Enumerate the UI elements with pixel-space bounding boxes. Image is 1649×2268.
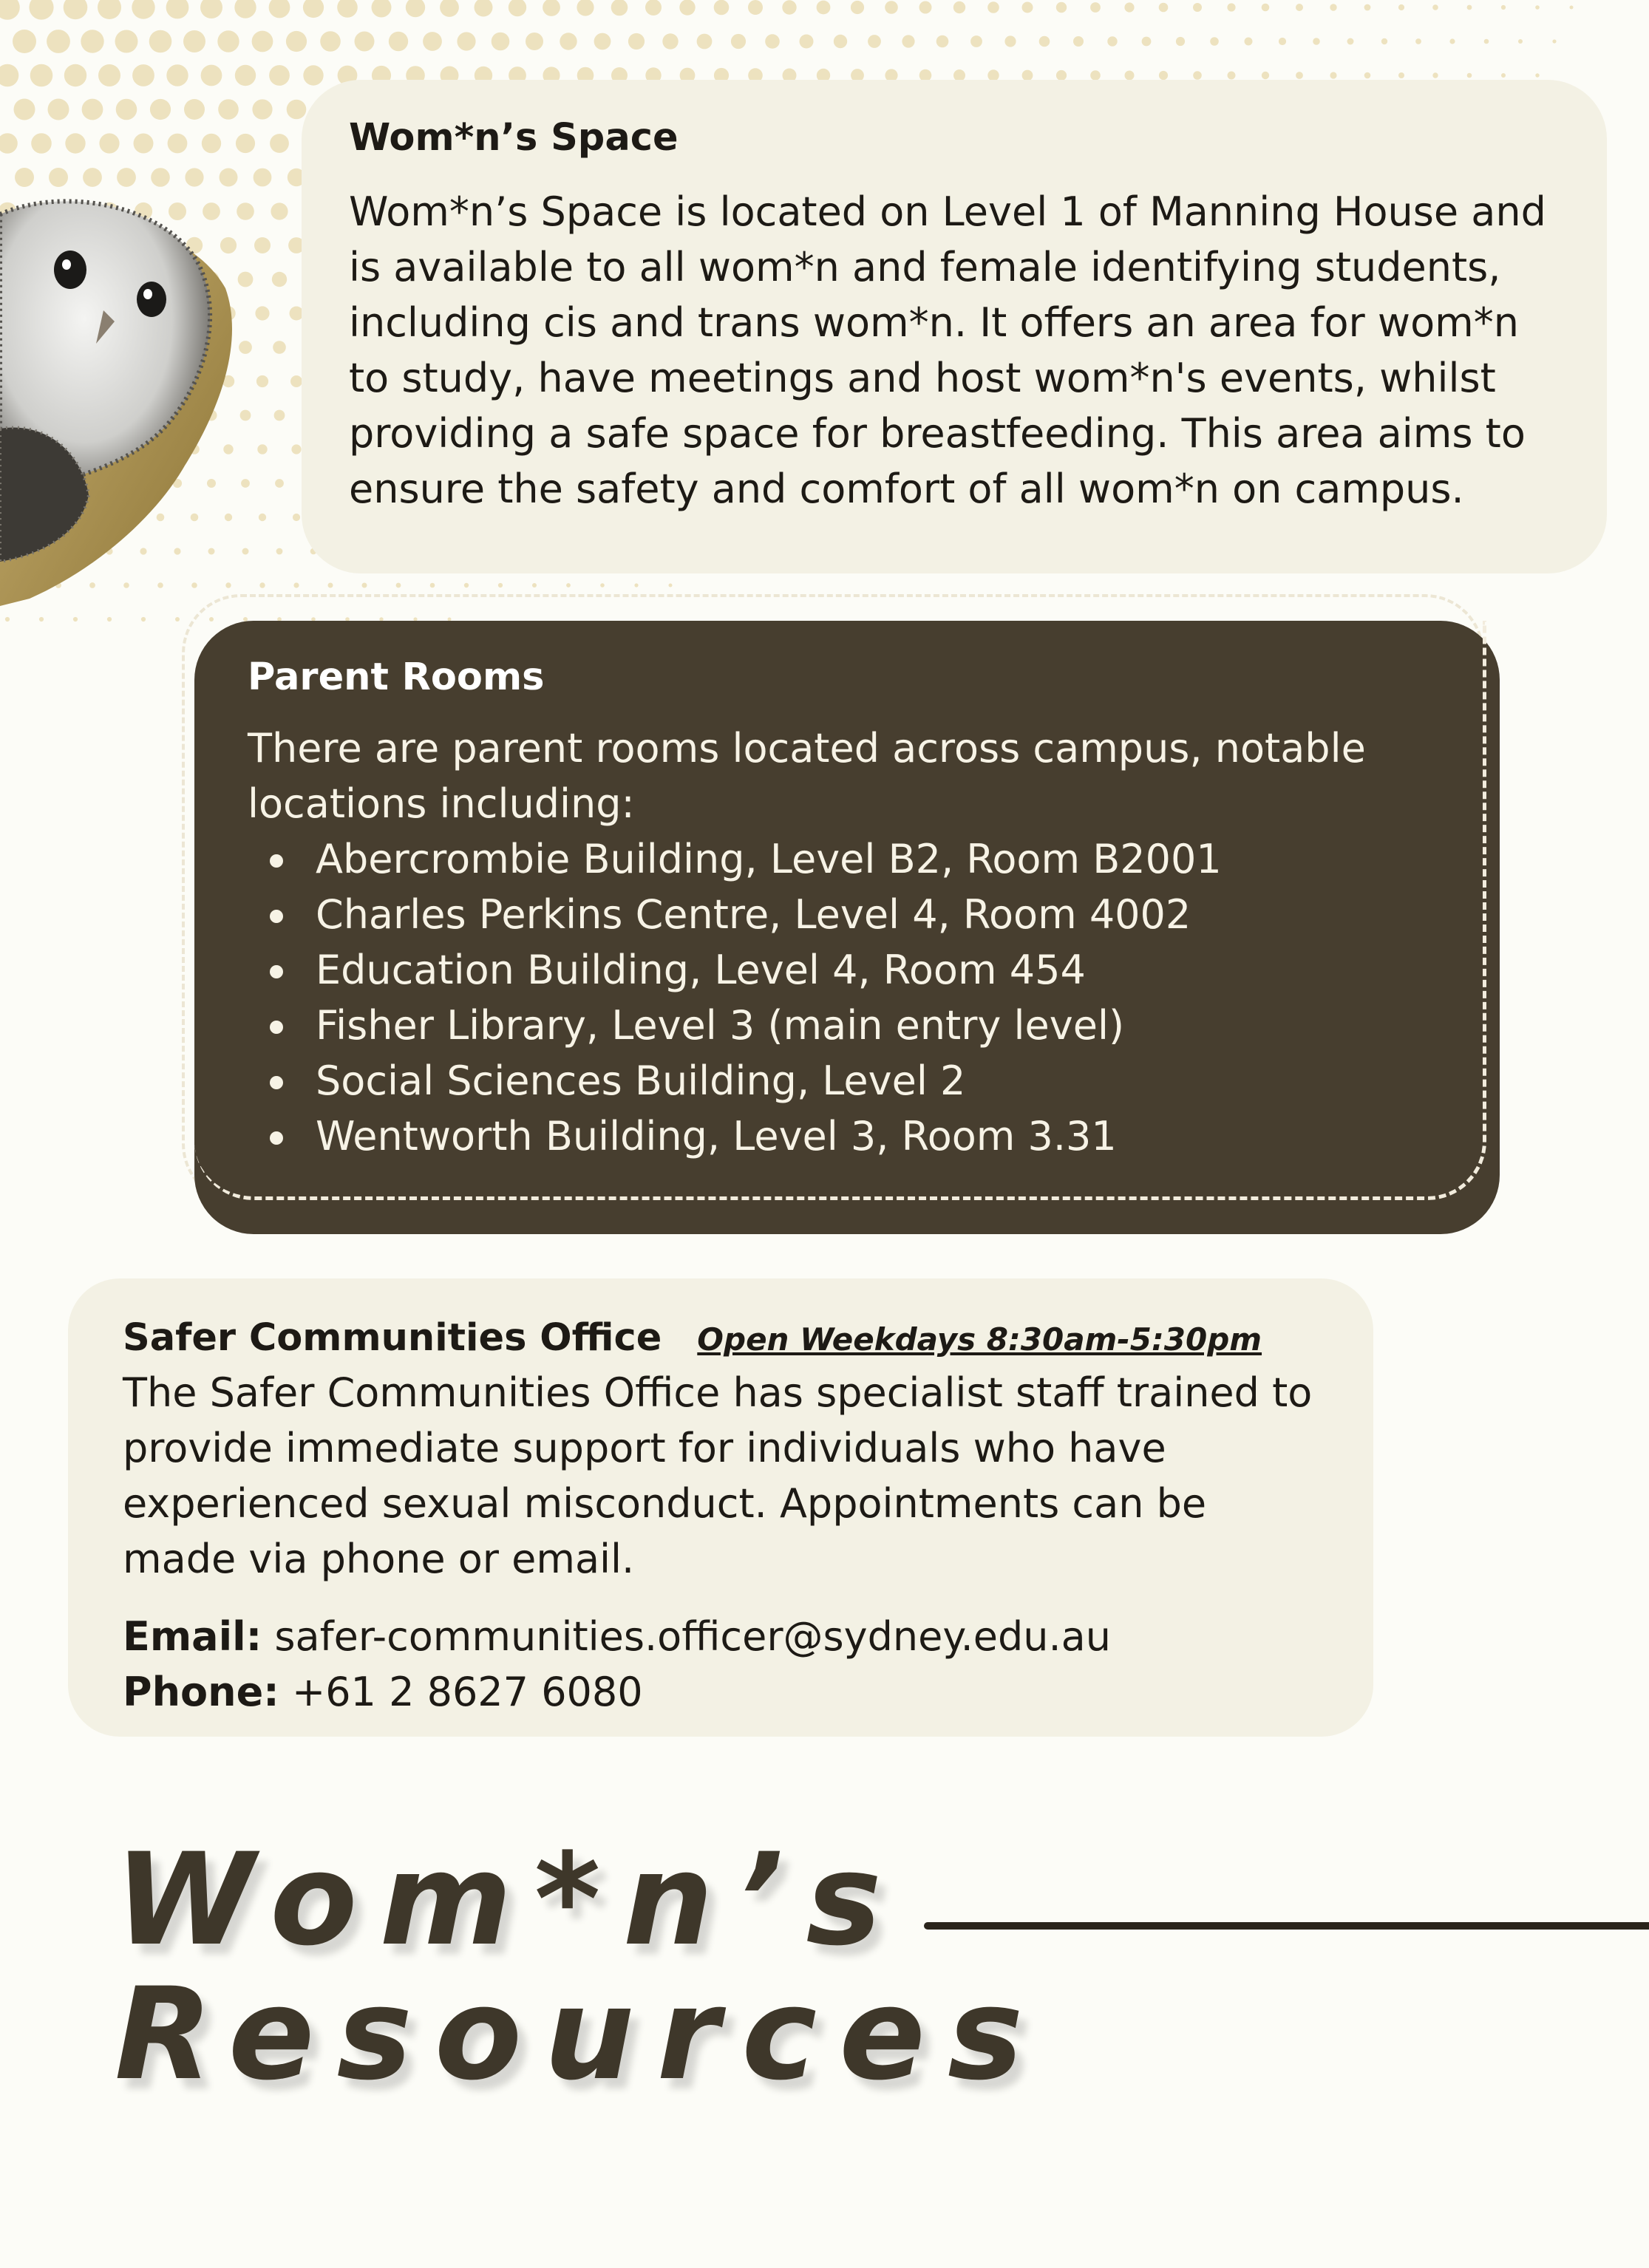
halftone-dot [1467,73,1472,78]
halftone-dot [1364,4,1371,11]
halftone-dot [560,33,577,50]
halftone-dot [594,33,611,50]
halftone-dot [1330,4,1336,10]
halftone-dot [1296,72,1303,79]
halftone-dot [834,35,847,48]
halftone-dot [257,444,267,454]
page-title-line-2: Resources [115,1960,1046,2108]
halftone-dot [1449,38,1455,44]
halftone-dot [868,35,881,48]
halftone-dot [1228,72,1236,80]
halftone-dot [885,1,898,14]
halftone-dot [936,35,949,48]
list-item: Education Building, Level 4, Room 454 [264,942,1446,998]
halftone-dot [1398,72,1404,78]
halftone-dot [337,0,358,18]
halftone-dot [1347,38,1354,45]
safer-communities-card [68,1278,1373,1737]
halftone-dot [423,32,442,51]
halftone-dot [406,0,425,17]
email-label: Email: [123,1613,262,1661]
halftone-dot [1432,72,1438,78]
halftone-dot [430,583,435,588]
halftone-dot [1245,38,1253,46]
halftone-dot [82,99,103,120]
barn-owl-illustration [0,185,244,613]
halftone-dot [0,133,18,154]
halftone-dot [13,30,36,53]
halftone-dot [1090,70,1101,81]
halftone-dot [509,0,526,16]
halftone-dot [259,582,265,588]
halftone-dot [1056,2,1067,13]
parent-rooms-list [248,831,1446,1164]
halftone-dot [270,134,289,153]
halftone-dot [132,0,154,19]
halftone-dot [48,99,69,120]
halftone-dot [328,583,333,588]
list-item: Wentworth Building, Level 3, Room 3.31 [264,1109,1446,1164]
halftone-dot [141,617,146,622]
page-title [115,1825,1046,2108]
halftone-dot [475,0,493,17]
halftone-dot [47,30,70,53]
halftone-dot [1398,4,1404,10]
halftone-dot [269,0,290,18]
halftone-dot [134,134,154,154]
halftone-dot [464,583,469,588]
halftone-dot [987,1,999,13]
halftone-dot [149,30,172,53]
parent-rooms-card [194,621,1500,1234]
halftone-dot [269,65,290,86]
halftone-dot [235,65,256,86]
halftone-dot [290,375,302,387]
halftone-dot [132,64,154,86]
halftone-dot [99,133,119,153]
halftone-dot [1381,38,1387,44]
halftone-dot [287,100,307,120]
halftone-dot [817,1,831,15]
halftone-dot [255,306,269,320]
halftone-dot [252,31,273,52]
halftone-dot [1279,38,1286,45]
halftone-dot [98,0,121,19]
halftone-dot [202,134,221,153]
halftone-dot [185,168,203,186]
halftone-dot [1330,72,1336,78]
halftone-dot [276,548,283,555]
halftone-dot [81,30,103,52]
list-item: Abercrombie Building, Level B2, Room B2001 [264,831,1446,887]
halftone-dot [1022,2,1033,13]
phone-label: Phone: [123,1669,279,1716]
halftone-dot [1193,71,1202,80]
halftone-dot [1313,38,1320,45]
halftone-dot [492,33,510,51]
halftone-dot [39,617,44,622]
halftone-dot [355,32,375,52]
halftone-dot [1004,35,1016,47]
halftone-dot [765,34,780,49]
halftone-dot [919,1,932,14]
halftone-dot [1107,36,1117,46]
halftone-dot [543,0,560,16]
halftone-dot [800,35,814,49]
halftone-dot [1125,71,1135,81]
womens-space-card [302,80,1607,573]
halftone-dot [389,32,408,51]
halftone-dot [1159,71,1168,80]
halftone-dot [184,99,205,120]
halftone-dot [14,99,35,120]
halftone-dot [577,0,594,16]
halftone-dot [782,0,796,14]
safer-communities-body: The Safer Communities Office has specialist staff trained to provide immediate support for individuals who have experienced sexual misconduct. Appointments can be made via phone or email. [123,1369,1313,1583]
page-title-line-1: Wom*n’s [115,1825,904,1974]
halftone-dot [183,30,205,52]
halftone-dot [902,35,914,47]
halftone-dot [320,31,341,52]
halftone-dot [273,341,286,354]
halftone-dot [303,65,323,85]
halftone-dot [1535,73,1539,77]
list-item: Social Sciences Building, Level 2 [264,1053,1446,1109]
halftone-dot [1552,39,1556,43]
halftone-dot [303,0,324,18]
halftone-dot [953,1,965,13]
halftone-dot [1432,4,1438,10]
halftone-dot [234,0,256,18]
parent-rooms-intro: There are parent rooms located across campus, notable locations including: [248,725,1366,828]
halftone-dot [293,582,299,588]
halftone-dot [1364,72,1371,79]
halftone-dot [73,617,78,622]
halftone-dot [254,237,271,253]
halftone-dot [970,35,982,47]
halftone-dot [1262,72,1269,79]
halftone-dot [1501,5,1506,10]
halftone-dot [1501,73,1506,78]
halftone-dot [115,30,138,53]
email-row [123,1609,1319,1664]
halftone-dot [679,0,695,16]
halftone-dot [851,1,864,14]
halftone-dot [1210,37,1219,46]
halftone-dot [1124,2,1134,12]
halftone-dot [1176,37,1185,46]
halftone-dot [166,64,188,86]
halftone-dot [200,0,222,18]
halftone-dot [217,30,239,52]
halftone-dot [150,99,171,120]
halftone-dot [236,134,255,153]
halftone-dot [1159,3,1169,13]
halftone-dot [526,33,543,50]
halftone-dot [64,64,86,86]
halftone-dot [532,583,537,588]
opening-hours: Open Weekdays 8:30am-5:30pm [697,1321,1262,1358]
halftone-dot [498,583,503,588]
halftone-dot [1467,5,1472,10]
halftone-dot [201,65,222,86]
title-divider [924,1922,1649,1930]
halftone-dot [275,479,284,488]
halftone-dot [286,31,307,52]
halftone-dot [271,202,288,219]
halftone-dot [611,0,628,16]
halftone-dot [254,168,272,187]
halftone-dot [457,32,475,50]
halftone-dot [748,0,763,15]
list-item: Fisher Library, Level 3 (main entry level) [264,998,1446,1053]
halftone-dot [396,583,401,588]
halftone-dot [440,0,459,17]
halftone-dot [65,133,85,153]
halftone-dot [1415,38,1421,44]
halftone-dot [272,272,287,287]
halftone-dot [274,410,285,421]
email-link[interactable]: safer-communities.officer@sydney.edu.au [274,1613,1111,1661]
halftone-dot [218,99,239,120]
halftone-dot [1227,3,1235,11]
halftone-dot [372,0,392,18]
halftone-dot [1142,37,1152,47]
halftone-dot [1484,39,1489,44]
list-item: Charles Perkins Centre, Level 4, Room 4002 [264,887,1446,942]
womens-space-heading: Wom*n’s Space [349,116,679,160]
halftone-dot [151,168,170,187]
halftone-dot [697,34,713,50]
halftone-dot [1535,5,1540,10]
halftone-dot [259,514,266,521]
halftone-dot [628,33,645,50]
halftone-dot [64,0,88,19]
womens-space-body: Wom*n’s Space is located on Level 1 of Manning House and is available to all wom*n and female identifying students, including cis and trans wom*n. It offers an area for wom*n to study, have meetings and host wom*n's events, whilst providing a safe space for breastfeeding. This area aims to ensure the safety and comfort of all wom*n on campus. [349,188,1546,513]
halftone-dot [291,444,301,454]
halftone-dot [175,617,180,622]
halftone-dot [1056,70,1067,81]
halftone-dot [600,583,605,588]
halftone-dot [1039,36,1050,47]
halftone-dot [1090,2,1101,13]
halftone-dot [662,33,678,49]
halftone-dot [166,0,189,18]
halftone-dot [220,168,238,187]
halftone-dot [1193,3,1202,12]
halftone-dot [252,99,272,119]
halftone-dot [0,0,20,20]
phone-row [123,1664,1319,1720]
halftone-dot [1262,4,1270,12]
halftone-dot [98,64,120,86]
halftone-dot [293,514,300,521]
halftone-dot [1518,39,1523,44]
halftone-dot [1570,6,1574,10]
halftone-dot [714,0,730,15]
halftone-dot [30,64,53,87]
halftone-dot [362,583,367,588]
parent-rooms-heading: Parent Rooms [248,655,545,699]
halftone-dot [29,0,53,20]
halftone-dot [107,617,112,622]
halftone-dot [645,0,662,16]
phone-link[interactable]: +61 2 8627 6080 [291,1669,643,1716]
halftone-dot [5,617,10,622]
halftone-dot [116,99,137,120]
halftone-dot [669,584,673,588]
halftone-dot [31,133,52,154]
halftone-dot [0,64,18,87]
halftone-dot [168,134,188,154]
halftone-dot [634,583,638,587]
safer-communities-heading: Safer Communities Office [123,1316,662,1360]
halftone-dot [731,34,746,49]
halftone-dot [566,583,571,588]
halftone-dot [1073,36,1084,47]
halftone-dot [256,375,268,387]
halftone-dot [1296,4,1303,11]
